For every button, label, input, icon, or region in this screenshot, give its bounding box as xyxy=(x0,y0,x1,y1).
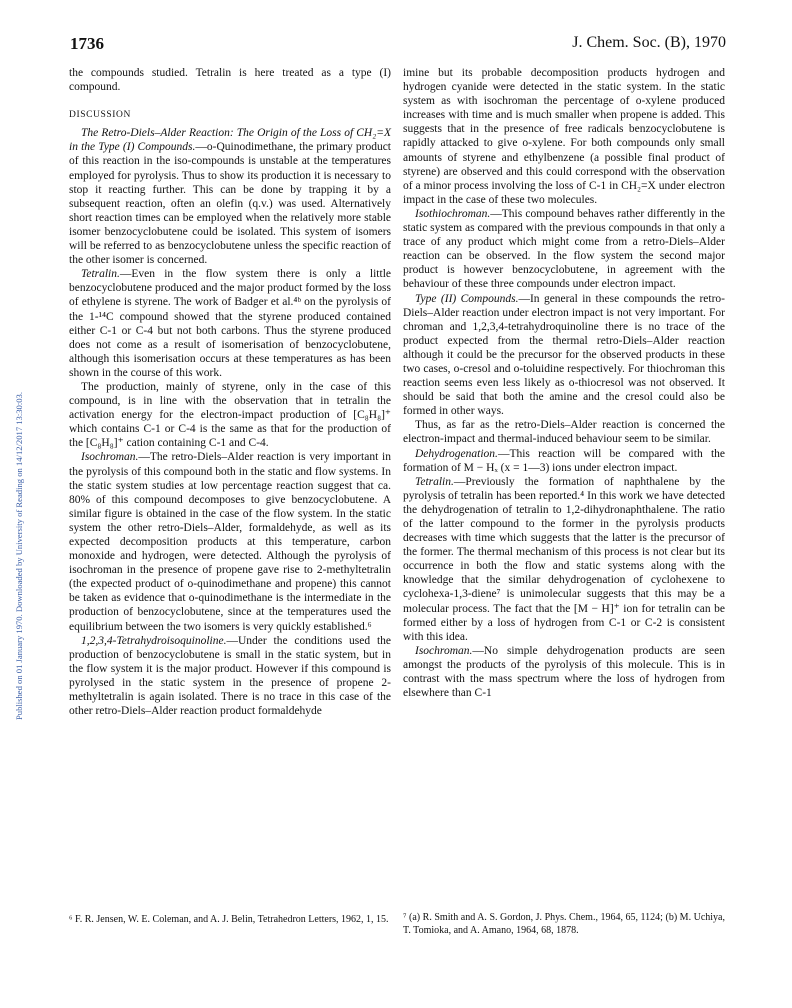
paragraph xyxy=(403,207,725,292)
paragraph xyxy=(403,447,725,475)
right-column xyxy=(403,66,725,700)
footnote-6: ⁶ F. R. Jensen, W. E. Coleman, and A. J. Belin, Tetrahedron Letters, 1962, 1, 15. xyxy=(69,914,389,925)
paragraph-text: —o-Quinodimethane, the primary product of this reaction in the iso-compounds is unstable at the temperatures employed for pyrolysis. Thus to show its production it is necessary to stop it reacting further. This can be done by trapping it by a subsequent reaction, often an olefin (q.v.) was used. Alternatively short reaction times can be employed when the relatively more stable isomer benzocyclobutene could be isolated. This system of isomers will be referred to as benzocyclobutene unless the specific reaction of the other isomer is concerned. xyxy=(69,141,392,267)
paragraph-title: Type (II) Compounds. xyxy=(415,292,519,305)
paragraph-text: —Even in the flow system there is only a little benzocyclobutene produced and the major product formed by the loss of ethylene is styrene. The work of Badger et al.⁴ᵇ on the pyrolysis of the 1-¹⁴C compound showed that the styrene produced contained either C-1 or C-4 but not both carbons. Thus the styrene produced does not come as a result of isomerisation of benzocyclobutene, although this isomerisation occurs at these temperatures as has been shown in the course of this work. xyxy=(69,268,391,379)
paragraph xyxy=(69,126,391,267)
journal-header: J. Chem. Soc. (B), 1970 xyxy=(572,34,726,51)
sidebar-publication-note xyxy=(2,160,24,720)
paragraph xyxy=(69,634,391,719)
left-column xyxy=(69,66,391,718)
paragraph-title: 1,2,3,4-Tetrahydroisoquinoline. xyxy=(81,634,227,647)
paragraph-text: —Under the conditions used the production of benzocyclobutene is small in the static system, but in the flow system it is the major product. However if this compound is pyrolysed in the static system in the presence of propene 2-methyltetralin is again isolated. There is no trace in this case of the other retro-Diels–Alder reaction product formaldehyde xyxy=(69,634,391,718)
paragraph-text: —This compound behaves rather differently in the static system as compared with the previous compounds in that only a trace of any product which might come from a retro-Diels–Alder reaction can be observed. In the flow system the second major product is however benzocyclobutene, in agreement with the behaviour of these three compounds under electron impact. xyxy=(403,207,725,291)
paragraph: Thus, as far as the retro-Diels–Alder reaction is concerned the electron-impact and thermal-induced behaviour seem to be similar. xyxy=(403,419,725,446)
footnote-7: ⁷ (a) R. Smith and A. S. Gordon, J. Phys. Chem., 1964, 65, 1124; (b) M. Uchiya, T. Tomioka, and A. Amano, 1964, 68, 1878. xyxy=(403,912,725,936)
page-number: 1736 xyxy=(70,34,104,53)
paragraph xyxy=(403,475,725,644)
paragraph-title: The Retro-Diels–Alder Reaction: The Origin of the Loss of CH₂=X in the Type (I) Compounds. xyxy=(69,127,391,154)
paragraph-text: —No simple dehydrogenation products are seen amongst the products of the pyrolysis of this molecule. This is in contrast with the mass spectrum where the loss of hydrogen from elsewhere than C-1 xyxy=(403,644,725,700)
paragraph: the compounds studied. Tetralin is here treated as a type (I) compound. xyxy=(69,67,391,94)
paragraph xyxy=(403,292,725,419)
section-heading: DISCUSSION xyxy=(69,110,131,121)
paragraph-title: Isochroman. xyxy=(81,451,139,464)
paragraph xyxy=(69,267,391,380)
paragraph xyxy=(69,450,391,633)
paragraph-text: —The retro-Diels–Alder reaction is very important in the pyrolysis of this compound both in the static and flow systems. In the static system studies at low percentage reaction suggest that ca. 80% of this compound decomposes to give benzocyclobutene. A similar figure is obtained in the case of the flow system. In the static system the other retro-Diels–Alder, formaldehyde, as well as its expected decomposition products at this temperature, carbon monoxide and hydrogen, were detected. Although the pyrolysis of isochroman in the presence of propene gave rise to 2-methyltetralin (the expected product of o-quinodimethane and propene) this cannot be taken as evidence that o-quinodimethane is the intermediate in the production of benzocyclobutene, since at the temperatures used the equilibrium between the two isomers is very quickly established.⁶ xyxy=(69,451,391,633)
paragraph-text: —This reaction will be compared with the formation of M − Hₓ (x = 1—3) ions under electron impact. xyxy=(403,447,725,474)
paragraph-title: Isochroman. xyxy=(415,644,473,657)
paragraph-title: Tetralin. xyxy=(415,475,454,488)
paragraph xyxy=(403,644,725,700)
paragraph-title: Isothiochroman. xyxy=(415,207,491,220)
paragraph-text: —In general in these compounds the retro-Diels–Alder reaction under electron impact is not very important. For chroman and 1,2,3,4-tetrahydroquinoline there is no trace of the product expected from the thermal retro-Diels–Alder reaction although it could be the precursor for the observed products in these two cases, o-cresol and o-toluidine respectively. For thiochroman this reaction seems even less likely as o-thiocresol was not observed. It should be said that both the amine and the cresol could also be formed in other ways. xyxy=(403,292,725,418)
sidebar-text[interactable]: Published on 01 January 1970. Downloaded by University of Reading on 14/12/2017 13:30:03. xyxy=(14,392,24,720)
paragraph: imine but its probable decomposition products hydrogen and hydrogen cyanide were detected in the static system. In the static system as with isochroman the percentage of o-xylene produced increases with time and is much smaller when propene is added. This suggests that in the presence of free radicals benzocyclobutene is rapidly attacked to give o-xylene. For both compounds only small amounts of styrene and ethylbenzene (a possible final product of styrene) are observed and this could correspond with the observation of a minor process involving the loss of C-1 in CH₂=X under electron impact in the case of these two molecules. xyxy=(403,67,725,206)
paragraph-title: Dehydrogenation. xyxy=(415,447,498,460)
paragraph: The production, mainly of styrene, only in the case of this compound, is in line with the observation that in tetralin the activation energy for the electron-impact production of [C₈H₈]⁺ which contains C-1 or C-4 is the same as that for the production of the [C₈H₈]⁺ cation containing C-1 and C-4. xyxy=(69,380,391,450)
paragraph-text: —Previously the formation of naphthalene by the pyrolysis of tetralin has been reported.⁴ In this work we have detected the dehydrogenation of tetralin to 1,2-dihydronaphthalene. The ratio of the latter compound to the former in the pyrolysis products decreases with time which suggests that the latter is the precursor of the former. The thermal mechanism of this process is not clear but its occurrence in both the flow and static systems along with the knowledge that the similar dehydrogenation of cyclohexene to cyclohexa-1,3-diene⁷ is unimolecular suggests that this may be a molecular process. The fact that the [M − H]⁺ ion for tetralin can be formed either by a loss of hydrogen from C-1 or C-2 is consistent with this idea. xyxy=(403,475,725,643)
paragraph-title: Tetralin. xyxy=(81,268,120,281)
